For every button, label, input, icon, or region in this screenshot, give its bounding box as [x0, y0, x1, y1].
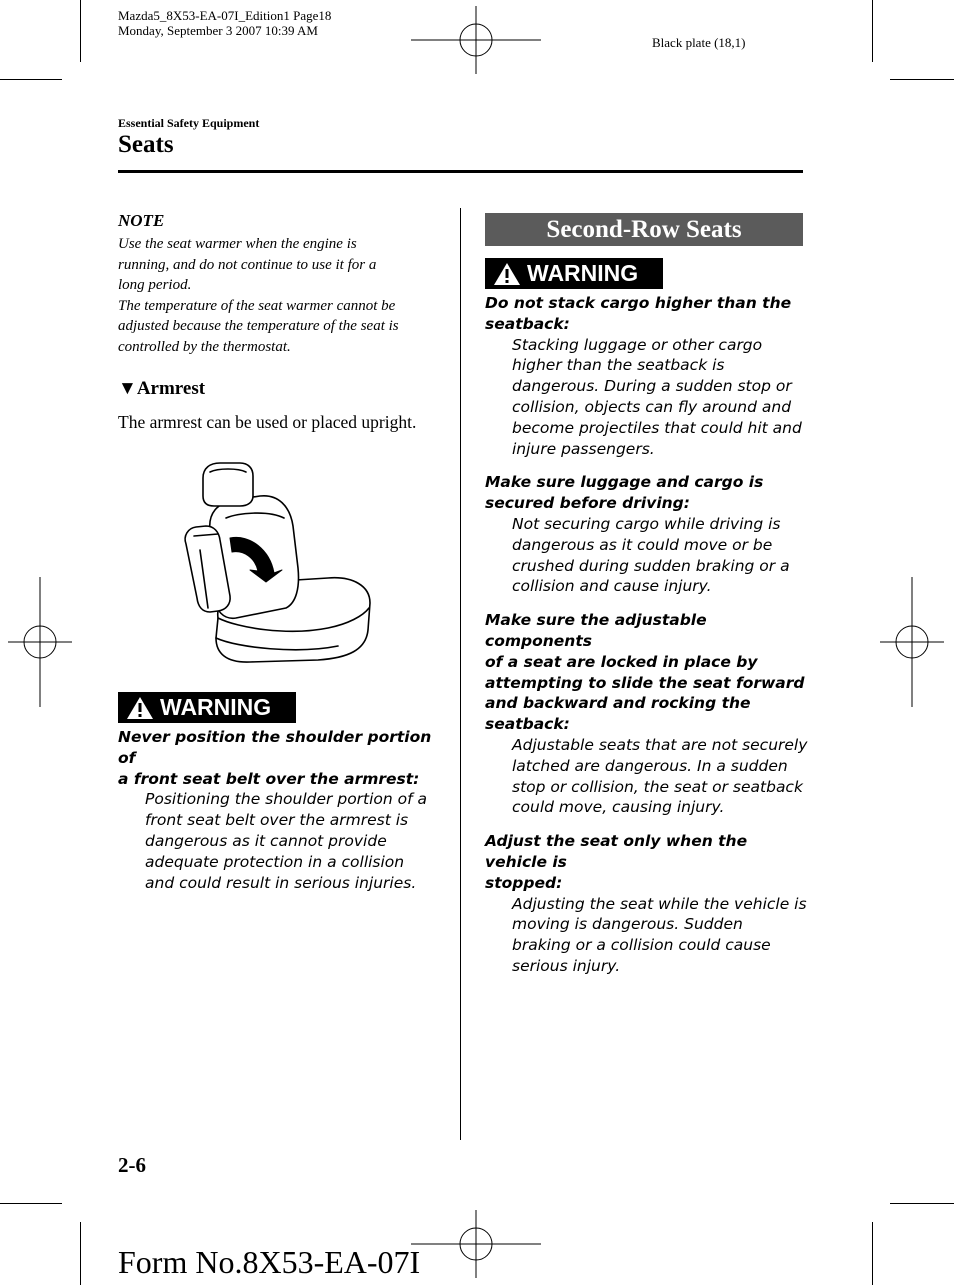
warning-title-line: attempting to slide the seat forward	[485, 673, 805, 692]
warning-item	[485, 610, 810, 818]
plate-label: Black plate (18,1)	[652, 35, 746, 50]
warning-desc-line: Not securing cargo while driving is	[512, 514, 781, 533]
armrest-heading	[118, 378, 205, 400]
triangle-down-icon: ▼	[118, 378, 137, 399]
seat-armrest-illustration	[178, 458, 378, 668]
warning-triangle-icon	[126, 696, 154, 720]
note-line: The temperature of the seat warmer cannot be	[118, 297, 396, 314]
note-title: NOTE	[118, 211, 165, 230]
right-warning-body	[485, 293, 810, 990]
warning-desc-line: moving is dangerous. Sudden	[512, 915, 743, 934]
warning-desc-line: Positioning the shoulder portion of a	[145, 790, 428, 809]
warning-title-line: Make sure the adjustable components	[485, 611, 707, 650]
note-line: long period.	[118, 277, 192, 293]
warning-desc-line: serious injury.	[512, 956, 621, 975]
page-title: Seats	[118, 131, 174, 158]
note-body	[118, 234, 448, 357]
warning-title-line: seatback:	[485, 715, 570, 734]
warning-desc-line: stop or collision, the seat or seatback	[512, 777, 803, 796]
warning-badge	[485, 258, 663, 289]
warning-title-line: a front seat belt over the armrest:	[118, 769, 420, 788]
warning-desc-line: front seat belt over the armrest is	[145, 811, 409, 830]
warning-title-line: Do not stack cargo higher than the	[485, 294, 792, 312]
warning-label: WARNING	[160, 694, 272, 720]
section-banner: Second-Row Seats	[485, 213, 803, 246]
page-number: 2-6	[118, 1153, 146, 1177]
crop-mark	[0, 1203, 62, 1204]
section-label: Essential Safety Equipment	[118, 116, 260, 130]
warning-desc-line: become projectiles that could hit and	[512, 418, 802, 437]
warning-label: WARNING	[527, 260, 639, 286]
warning-title-line: seatback:	[485, 314, 570, 333]
warning-desc-line: braking or a collision could cause	[512, 936, 771, 955]
crop-mark	[0, 79, 62, 80]
warning-triangle-icon	[493, 262, 521, 286]
warning-desc-line: dangerous as it cannot provide	[145, 831, 387, 850]
crop-mark	[890, 1203, 954, 1204]
warning-title-line: Make sure luggage and cargo is	[485, 473, 764, 492]
armrest-heading-text: Armrest	[136, 378, 206, 399]
title-rule	[118, 170, 803, 173]
warning-title-line: Never position the shoulder portion of	[118, 728, 432, 767]
crop-mark	[872, 1222, 873, 1285]
warning-desc-line: and could result in serious injuries.	[145, 873, 417, 892]
warning-desc-line: latched are dangerous. In a sudden	[512, 756, 788, 775]
armrest-description: The armrest can be used or placed upright.	[118, 412, 417, 432]
note-line: running, and do not continue to use it for a	[118, 256, 377, 273]
warning-badge	[118, 692, 296, 723]
warning-desc-line: could move, causing injury.	[512, 798, 725, 817]
form-number: Form No.8X53-EA-07I	[118, 1244, 421, 1280]
note-line: Use the seat warmer when the engine is	[118, 236, 357, 252]
warning-desc-line: dangerous. During a sudden stop or	[512, 377, 792, 396]
warning-desc-line: Stacking luggage or other cargo	[512, 335, 763, 354]
warning-desc-line: dangerous as it could move or be	[512, 535, 773, 554]
warning-title-line: stopped:	[485, 873, 563, 892]
left-warning-body	[118, 727, 448, 893]
warning-desc-line: higher than the seatback is	[512, 356, 725, 375]
note-line: controlled by the thermostat.	[118, 338, 291, 355]
registration-target-icon	[411, 1210, 541, 1278]
warning-title-line: Adjust the seat only when the vehicle is	[485, 832, 748, 871]
print-header-line: Monday, September 3 2007 10:39 AM	[118, 23, 318, 38]
column-divider	[460, 208, 461, 1140]
print-header	[118, 8, 331, 38]
warning-desc-line: Adjusting the seat while the vehicle is	[512, 894, 807, 913]
warning-desc-line: injure passengers.	[512, 439, 655, 458]
crop-mark	[872, 0, 873, 62]
warning-item	[485, 472, 810, 597]
warning-item	[485, 831, 810, 977]
warning-title-line: of a seat are locked in place by	[485, 652, 758, 671]
crop-mark	[80, 0, 81, 62]
warning-title-line: secured before driving:	[485, 494, 690, 513]
registration-target-icon	[411, 6, 541, 74]
registration-target-icon	[880, 577, 944, 707]
warning-desc-line: adequate protection in a collision	[145, 852, 405, 871]
note-line: adjusted because the temperature of the seat is	[118, 318, 399, 334]
warning-item	[485, 293, 810, 459]
warning-desc-line: collision and cause injury.	[512, 577, 712, 596]
crop-mark	[890, 79, 954, 80]
crop-mark	[80, 1222, 81, 1285]
warning-desc-line: collision, objects can fly around and	[512, 397, 792, 416]
warning-desc-line: crushed during sudden braking or a	[512, 556, 790, 575]
print-header-line: Mazda5_8X53-EA-07I_Edition1 Page18	[118, 8, 332, 23]
warning-desc-line: Adjustable seats that are not securely	[512, 735, 808, 754]
registration-target-icon	[8, 577, 72, 707]
warning-title-line: and backward and rocking the	[485, 694, 751, 713]
